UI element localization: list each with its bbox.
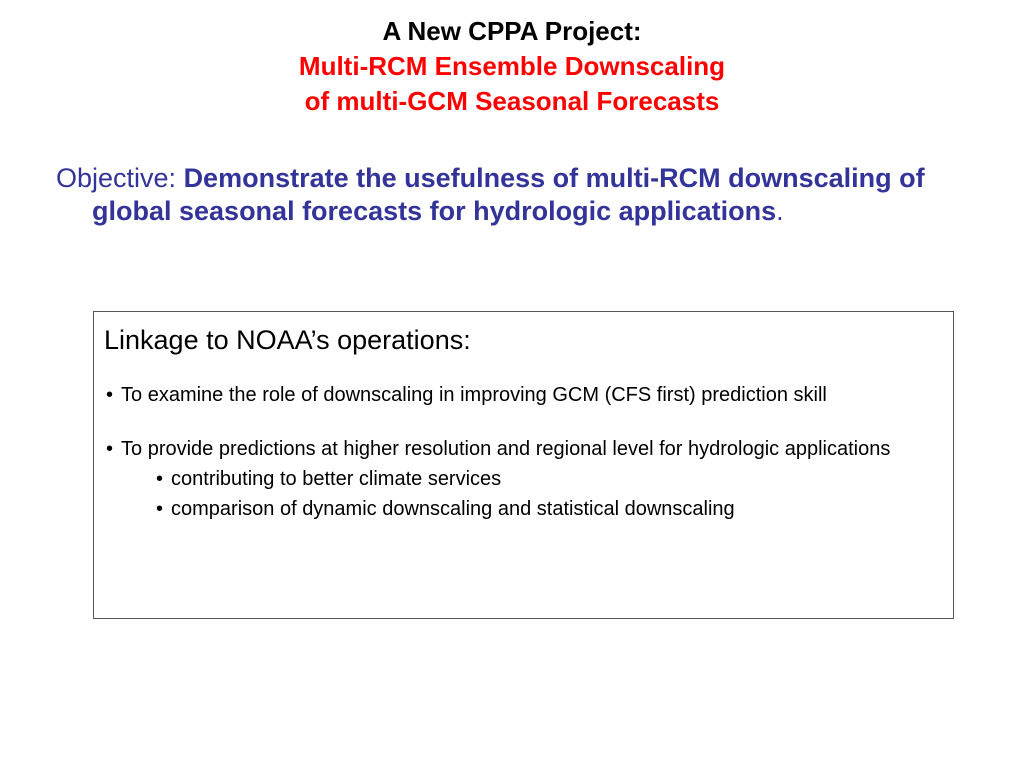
sub-bullet-dot: •: [156, 498, 164, 520]
linkage-box: [93, 311, 954, 619]
title-line-2: Multi-RCM Ensemble Downscaling: [298, 51, 726, 81]
slide-title: [0, 14, 1024, 119]
linkage-sub-bullet-2: [104, 494, 943, 524]
objective-text: Demonstrate the usefulness of multi-RCM downscaling of global seasonal forecasts for hydrologic applications: [92, 163, 925, 226]
linkage-heading: Linkage to NOAA’s operations:: [104, 325, 471, 355]
objective-period: .: [776, 196, 784, 226]
linkage-bullet-2: [104, 434, 943, 464]
linkage-sub-bullet-1: [104, 464, 943, 494]
objective-label: Objective:: [56, 163, 184, 193]
linkage-bullet-2-text: To provide predictions at higher resolution and regional level for hydrologic applications: [121, 438, 891, 460]
title-line-3: of multi-GCM Seasonal Forecasts: [304, 86, 720, 116]
linkage-bullet-1: [104, 380, 943, 410]
sub-bullet-dot: •: [156, 468, 164, 490]
linkage-sub-bullet-1-text: contributing to better climate services: [171, 468, 502, 490]
bullet-dot: •: [106, 438, 114, 460]
bullet-dot: •: [106, 384, 114, 406]
objective-paragraph: [56, 162, 992, 228]
linkage-bullet-1-text: To examine the role of downscaling in improving GCM (CFS first) prediction skill: [121, 384, 827, 406]
title-line-1: A New CPPA Project:: [382, 16, 642, 46]
linkage-sub-bullet-2-text: comparison of dynamic downscaling and statistical downscaling: [171, 498, 735, 520]
